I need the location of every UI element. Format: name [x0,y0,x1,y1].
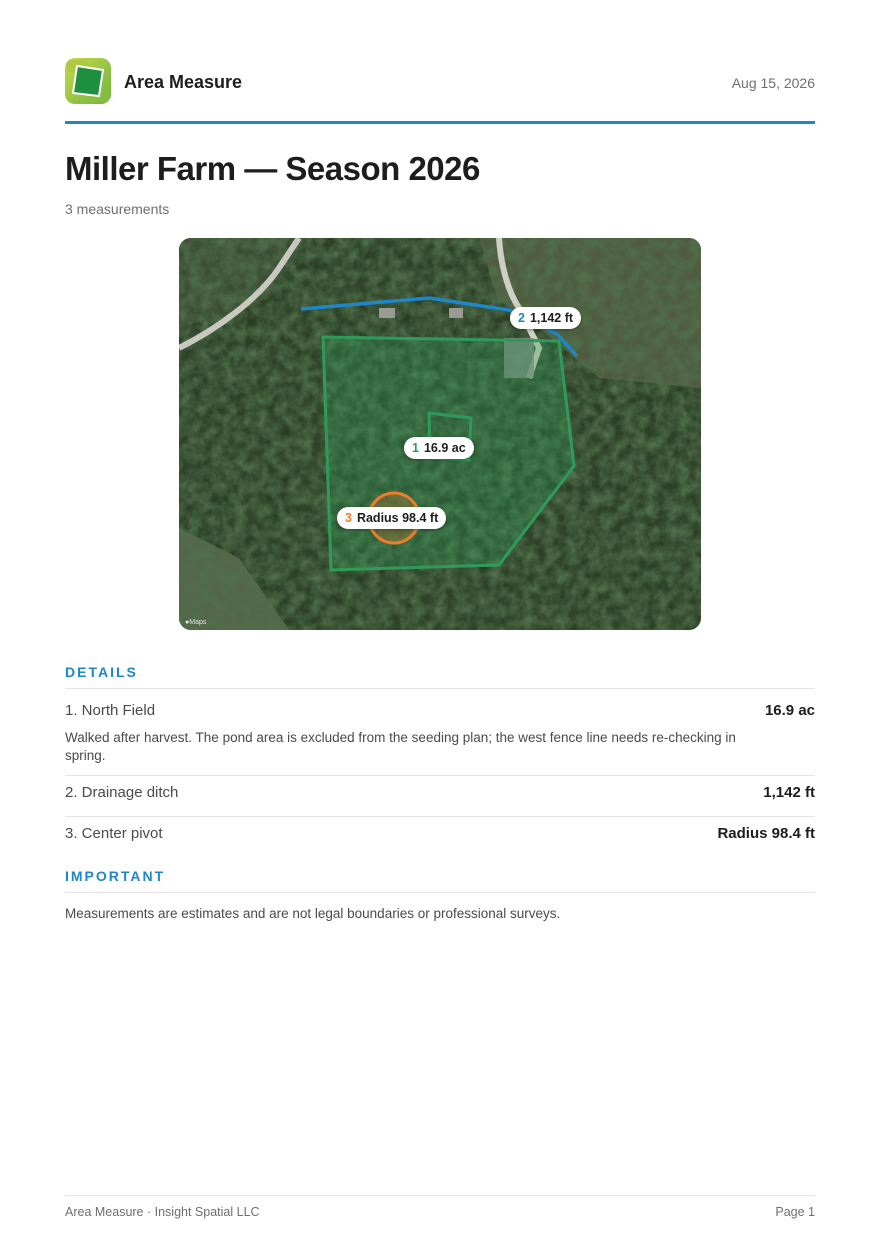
green-field-square-icon [65,58,111,104]
page-title: Miller Farm — Season 2026 [65,150,480,187]
important-heading: IMPORTANT [65,868,166,884]
divider [65,775,815,776]
maps-credit: ●Maps [185,619,207,626]
app-name: Area Measure [124,72,243,92]
footer-divider [65,1195,815,1196]
apple-logo-icon: ● [185,619,190,626]
map-label-value: 16.9 ac [423,441,466,455]
map-label-value: Radius 98.4 ft [356,511,439,525]
measurement-count: 3 measurements [65,201,170,217]
disclaimer-text: Measurements are estimates and are not legal boundaries or professional surveys. [65,906,561,921]
page-number: Page 1 [775,1205,815,1219]
divider [65,892,815,893]
map-label-number: 2 [518,311,525,325]
detail-note: Walked after harvest. The pond area is excluded from the seeding plan; the west fence line needs re-checking in spring. [65,730,736,763]
map-label-number: 3 [345,511,352,525]
detail-value: 1,142 ft [763,784,815,801]
map-label-line[interactable] [510,307,581,329]
map-graphics [179,238,701,630]
detail-value: Radius 98.4 ft [717,825,815,842]
detail-label: 2. Drainage ditch [65,784,179,801]
satellite-map[interactable] [179,238,701,630]
detail-value: 16.9 ac [764,702,815,719]
detail-label: 3. Center pivot [65,825,163,842]
details-heading: DETAILS [65,664,138,680]
report-page [65,0,815,1246]
report-date: Aug 15, 2026 [731,75,815,91]
map-label-number: 1 [412,441,419,455]
map-label-area[interactable] [404,437,474,459]
map-label-radius[interactable] [337,507,446,529]
report-header [65,58,815,106]
divider [65,688,815,689]
detail-label: 1. North Field [65,702,156,719]
divider [65,816,815,817]
header-divider [65,121,815,124]
map-label-value: 1,142 ft [529,311,574,325]
footer-company: Area Measure · Insight Spatial LLC [65,1205,260,1219]
